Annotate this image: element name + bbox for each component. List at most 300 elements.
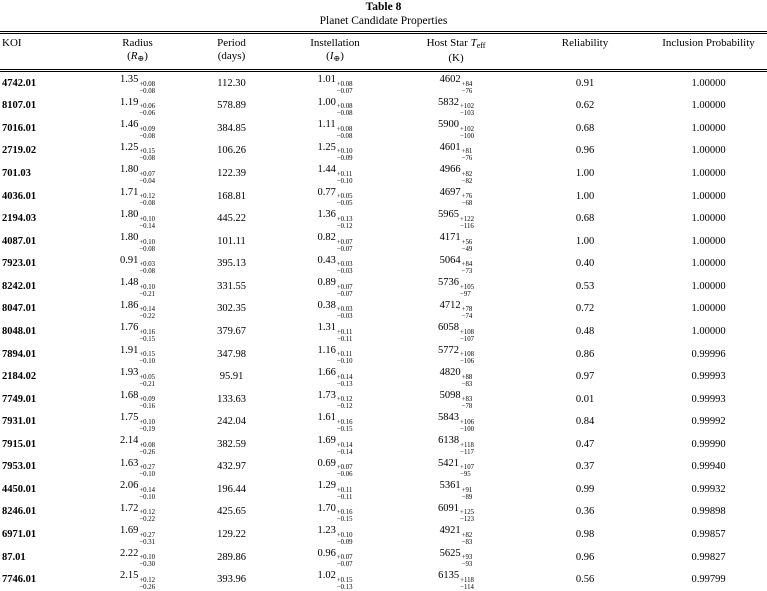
col-header-koi: KOI [0,33,90,71]
koi-cell: 7746.01 [2,574,37,586]
minus-error: −100 [459,426,475,433]
teff-cell [392,410,520,433]
plus-error: +0.07 [139,170,156,178]
value: 1.76 [119,322,139,334]
radius-cell [90,185,185,208]
uncertainty [139,171,155,185]
value: 5421 [437,457,459,469]
plus-error: +0.07 [336,554,353,562]
uncertainty [139,126,155,140]
instellation-cell [278,523,392,546]
minus-error: −0.07 [336,245,353,253]
value: 1.00 [317,96,336,108]
koi-cell: 4036.01 [2,190,37,202]
plus-error: +102 [459,125,475,133]
koi-cell: 7953.01 [2,461,37,473]
reliability-cell: 0.96 [575,145,595,157]
period-cell: 393.96 [217,574,246,586]
uncertainty [462,396,473,410]
minus-error: −0.07 [336,561,353,569]
minus-error: −0.12 [336,403,353,411]
radius-cell [90,410,185,433]
value: 1.11 [317,119,336,131]
koi-cell: 8048.01 [2,325,37,337]
table-row [0,71,767,95]
value: 5832 [437,96,459,108]
plus-error: +81 [461,148,473,156]
minus-error: −0.04 [139,177,156,185]
minus-error: −0.15 [139,335,156,343]
teff-cell [392,320,520,343]
value: 1.93 [119,367,139,379]
plus-error: +0.03 [336,261,353,269]
value: 5772 [437,344,459,356]
value: 6058 [437,322,459,334]
plus-error: +0.15 [139,148,156,156]
period-cell: 112.30 [217,77,246,89]
plus-error: +0.12 [139,193,156,201]
table-row [0,343,767,366]
table-row [0,410,767,433]
minus-error: −97 [459,290,471,298]
instellation-cell [278,207,392,230]
inclusion-probability-cell: 0.99996 [691,348,726,360]
value: 0.89 [317,277,336,289]
reliability-cell: 0.37 [575,461,595,473]
minus-error: −0.03 [336,313,353,321]
instellation-cell [278,320,392,343]
value: 1.73 [317,389,336,401]
value: 4171 [439,231,461,243]
uncertainty [460,216,474,230]
period-cell: 445.22 [217,213,246,225]
minus-error: −73 [461,268,473,276]
inclusion-probability-cell: 1.00000 [691,122,726,134]
minus-error: −0.10 [139,493,156,501]
plus-error: +0.15 [139,351,156,359]
minus-error: −0.03 [336,268,353,276]
minus-error: −0.08 [139,245,156,253]
uncertainty [337,442,353,456]
table-row [0,365,767,388]
plus-error: +0.14 [139,486,156,494]
col-header-inclusion_probability: Inclusion Probability [650,33,767,71]
uncertainty [460,442,474,456]
reliability-cell: 0.53 [575,280,595,292]
reliability-cell: 1.00 [575,168,595,180]
reliability-cell: 0.97 [575,371,595,383]
uncertainty [460,464,474,478]
instellation-cell [278,253,392,276]
inclusion-probability-cell: 0.99857 [691,529,726,541]
value: 6135 [438,570,460,582]
koi-cell: 8246.01 [2,506,37,518]
reliability-cell: 0.86 [575,348,595,360]
radius-cell [90,230,185,253]
inclusion-probability-cell: 1.00000 [691,235,726,247]
radius-cell [90,523,185,546]
minus-error: −0.08 [139,155,156,163]
koi-cell: 4087.01 [2,235,37,247]
minus-error: −93 [461,561,473,569]
plus-error: +0.12 [336,396,353,404]
minus-error: −0.08 [336,132,353,140]
uncertainty [337,554,353,568]
minus-error: −0.21 [139,290,156,298]
value: 5064 [439,254,461,266]
uncertainty [139,577,155,591]
plus-error: +107 [459,464,475,472]
period-cell: 106.26 [217,145,246,157]
plus-error: +91 [461,486,473,494]
inclusion-probability-cell: 1.00000 [691,303,726,315]
uncertainty [139,193,155,207]
koi-cell: 7016.01 [2,122,37,134]
uncertainty [462,239,473,253]
value: 1.70 [317,502,336,514]
reliability-cell: 0.84 [575,416,595,428]
uncertainty [460,509,474,523]
uncertainty [337,126,353,140]
plus-error: +0.05 [336,193,353,201]
uncertainty [337,81,353,95]
minus-error: −0.10 [336,358,353,366]
teff-cell [392,275,520,298]
uncertainty [139,554,155,568]
uncertainty [462,374,473,388]
period-cell: 289.86 [217,551,246,563]
value: 1.80 [119,231,139,243]
plus-error: +0.03 [336,306,353,314]
plus-error: +78 [461,306,473,314]
instellation-cell [278,456,392,479]
value: 6091 [437,502,459,514]
value: 0.82 [317,231,336,243]
uncertainty [139,419,155,433]
value: 4820 [439,367,461,379]
period-cell: 95.91 [219,371,244,383]
table-row [0,320,767,343]
period-cell: 347.98 [217,348,246,360]
plus-error: +82 [461,531,473,539]
uncertainty [139,351,155,365]
period-cell: 395.13 [217,258,246,270]
inclusion-probability-cell: 0.99827 [691,551,726,563]
period-cell: 384.85 [217,122,246,134]
instellation-cell [278,478,392,501]
minus-error: −0.31 [139,538,156,546]
inclusion-probability-cell: 1.00000 [691,77,726,89]
period-cell: 168.81 [217,190,246,202]
value: 1.72 [119,502,139,514]
minus-error: −0.09 [336,155,353,163]
plus-error: +0.27 [139,531,156,539]
inclusion-probability-cell: 1.00000 [691,213,726,225]
plus-error: +88 [461,373,473,381]
inclusion-probability-cell: 0.99940 [691,461,726,473]
period-cell: 302.35 [217,303,246,315]
uncertainty [139,103,155,117]
period-cell: 133.63 [217,393,246,405]
uncertainty [337,419,353,433]
radius-cell [90,388,185,411]
plus-error: +0.14 [336,373,353,381]
teff-cell [392,478,520,501]
value: 1.71 [119,186,139,198]
radius-cell [90,71,185,95]
reliability-cell: 0.47 [575,438,595,450]
period-cell: 425.65 [217,506,246,518]
minus-error: −0.13 [336,380,353,388]
uncertainty [462,81,473,95]
period-cell: 382.59 [217,438,246,450]
radius-cell [90,478,185,501]
inclusion-probability-cell: 1.00000 [691,100,726,112]
minus-error: −68 [461,200,473,208]
plus-error: +0.09 [139,125,156,133]
teff-cell [392,117,520,140]
instellation-cell [278,95,392,118]
value: 4966 [439,164,461,176]
uncertainty [462,306,473,320]
value: 0.43 [317,254,336,266]
value: 1.48 [119,277,139,289]
value: 1.75 [119,412,139,424]
minus-error: −89 [461,493,473,501]
plus-error: +0.07 [336,283,353,291]
uncertainty [337,171,353,185]
koi-cell: 2194.03 [2,213,37,225]
plus-error: +108 [459,351,475,359]
radius-cell [90,95,185,118]
value: 1.63 [119,457,139,469]
plus-error: +122 [459,215,475,223]
value: 5843 [437,412,459,424]
inclusion-probability-cell: 0.99799 [691,574,726,586]
reliability-cell: 0.96 [575,551,595,563]
minus-error: −0.10 [139,358,156,366]
minus-error: −0.08 [139,200,156,208]
koi-cell: 2719.02 [2,145,37,157]
uncertainty [337,509,353,523]
plus-error: +0.11 [336,328,353,336]
minus-error: −0.26 [139,583,156,591]
value: 1.01 [317,74,336,85]
uncertainty [462,554,473,568]
uncertainty [139,532,155,546]
uncertainty [337,239,353,253]
plus-error: +0.10 [139,238,156,246]
uncertainty [337,103,353,117]
table-row [0,478,767,501]
koi-cell: 7749.01 [2,393,37,405]
uncertainty [139,239,155,253]
koi-cell: 8047.01 [2,303,37,315]
plus-error: +106 [459,419,475,426]
teff-cell [392,71,520,95]
col-header-period: Period (days) [185,33,278,71]
minus-error: −82 [461,177,473,185]
uncertainty [139,509,155,523]
minus-error: −106 [459,358,475,366]
minus-error: −76 [461,155,473,163]
plus-error: +0.14 [139,306,156,314]
plus-error: +0.16 [336,509,353,517]
plus-error: +0.08 [336,80,353,88]
plus-error: +0.15 [336,576,353,584]
reliability-cell: 0.98 [575,529,595,541]
uncertainty [460,284,474,298]
inclusion-probability-cell: 0.99993 [691,371,726,383]
period-cell: 331.55 [217,280,246,292]
minus-error: −0.21 [139,380,156,388]
plus-error: +84 [461,261,473,269]
koi-cell: 8107.01 [2,100,37,112]
uncertainty [337,306,353,320]
value: 1.69 [119,525,139,537]
value: 0.69 [317,457,336,469]
uncertainty [337,396,353,410]
minus-error: −0.06 [336,471,353,479]
value: 0.38 [317,299,336,311]
uncertainty [337,193,353,207]
plus-error: +0.08 [336,103,353,111]
value: 4601 [439,141,461,153]
value: 5965 [437,209,459,221]
minus-error: −116 [459,222,474,230]
instellation-cell [278,365,392,388]
minus-error: −0.15 [336,426,353,433]
minus-error: −117 [460,448,474,456]
value: 1.23 [317,525,336,537]
col-header-instellation: Instellation (I⊕) [278,33,392,71]
radius-cell [90,456,185,479]
minus-error: −0.15 [336,516,353,524]
instellation-cell [278,71,392,95]
teff-cell [392,501,520,524]
uncertainty [139,487,155,501]
plus-error: +0.10 [336,531,353,539]
value: 5736 [437,277,459,289]
value: 1.44 [317,164,336,176]
uncertainty [462,487,473,501]
uncertainty [337,284,353,298]
table-row [0,298,767,321]
teff-cell [392,162,520,185]
minus-error: −0.14 [336,448,353,456]
reliability-cell: 0.62 [575,100,595,112]
table-row [0,162,767,185]
uncertainty [337,464,353,478]
minus-error: −74 [461,313,473,321]
uncertainty [139,464,155,478]
plus-error: +0.13 [336,215,353,223]
value: 1.16 [317,344,336,356]
reliability-cell: 1.00 [575,190,595,202]
value: 0.91 [119,254,139,266]
table-row [0,253,767,276]
table-row [0,140,767,163]
plus-error: +0.08 [139,441,156,449]
period-cell: 122.39 [217,168,246,180]
minus-error: −0.08 [336,110,353,118]
period-cell: 379.67 [217,325,246,337]
table-row [0,230,767,253]
koi-cell: 6971.01 [2,529,37,541]
value: 1.91 [119,344,139,356]
minus-error: −0.07 [336,290,353,298]
inclusion-probability-cell: 1.00000 [691,190,726,202]
table-row [0,433,767,456]
reliability-cell: 0.01 [575,393,595,405]
radius-cell [90,207,185,230]
table-row [0,523,767,546]
reliability-cell: 0.99 [575,483,595,495]
plus-error: +0.14 [336,441,353,449]
minus-error: −103 [459,110,475,118]
minus-error: −0.05 [336,200,353,208]
minus-error: −123 [459,516,475,524]
plus-error: +0.10 [139,215,156,223]
radius-cell [90,433,185,456]
minus-error: −0.19 [139,426,156,433]
minus-error: −95 [459,471,471,479]
value: 1.68 [119,389,139,401]
uncertainty [462,148,473,162]
reliability-cell: 1.00 [575,235,595,247]
uncertainty [337,532,353,546]
period-cell: 129.22 [217,529,246,541]
col-header-teff: Host Star Teff (K) [392,33,520,71]
value: 5900 [437,119,459,131]
radius-cell [90,253,185,276]
minus-error: −0.08 [139,268,156,276]
inclusion-probability-cell: 1.00000 [691,258,726,270]
uncertainty [139,261,155,275]
value: 1.36 [317,209,336,221]
minus-error: −0.10 [139,471,156,479]
plus-error: +0.11 [336,351,353,359]
uncertainty [337,351,353,365]
table-row [0,568,767,591]
instellation-cell [278,433,392,456]
teff-cell [392,185,520,208]
instellation-cell [278,388,392,411]
plus-error: +76 [461,193,473,201]
teff-cell [392,207,520,230]
instellation-cell [278,185,392,208]
koi-cell: 7894.01 [2,348,37,360]
uncertainty [460,351,474,365]
value: 1.80 [119,209,139,221]
minus-error: −0.11 [336,335,353,343]
reliability-cell: 0.68 [575,122,595,134]
value: 1.31 [317,322,336,334]
instellation-cell [278,410,392,433]
plus-error: +84 [461,80,473,88]
minus-error: −76 [461,87,473,95]
minus-error: −78 [461,403,473,411]
radius-cell [90,365,185,388]
minus-error: −0.07 [336,87,353,95]
value: 0.96 [317,547,336,559]
plus-error: +0.11 [336,486,353,494]
plus-error: +125 [459,509,475,517]
uncertainty [460,577,474,591]
teff-cell [392,433,520,456]
minus-error: −107 [459,335,475,343]
planet-candidate-table [0,31,767,591]
